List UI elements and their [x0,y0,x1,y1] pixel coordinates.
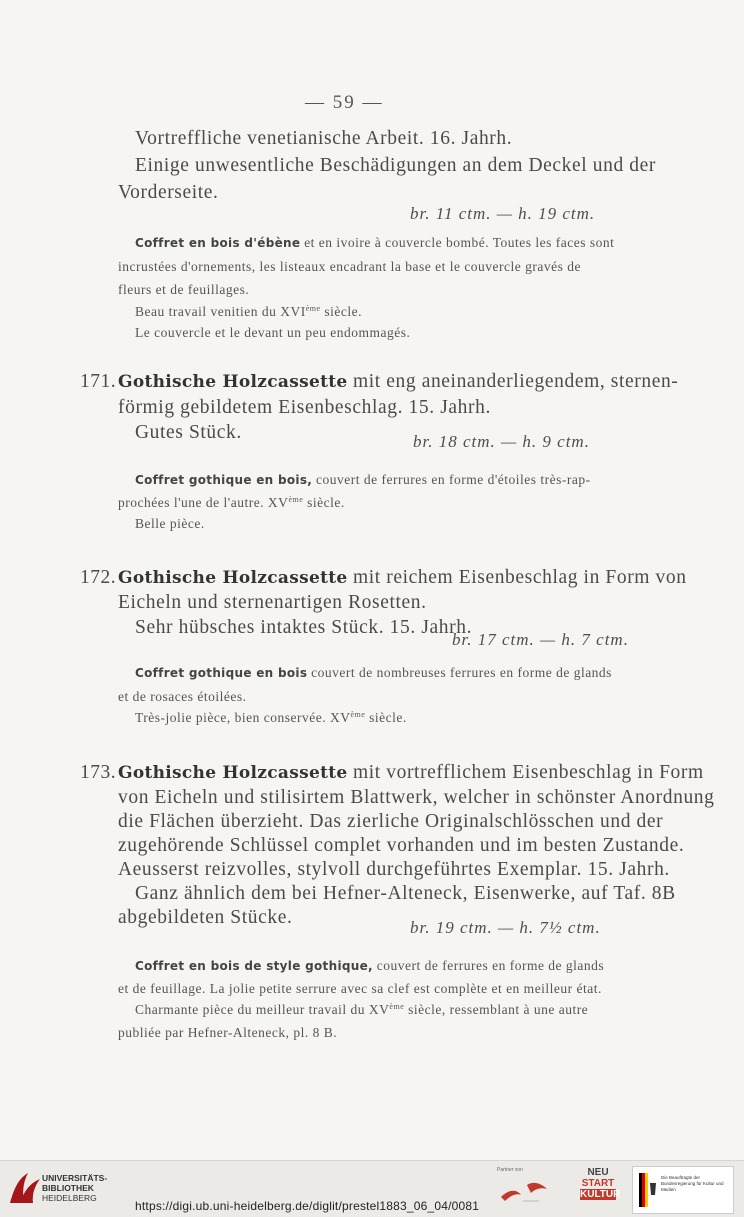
entry173-line7: abgebildeten Stücke. [118,907,293,928]
entry171-french-text2b: siècle. [303,495,345,510]
entry171-french-line1 [135,472,591,488]
entry171-french-text1: couvert de ferrures en forme d'étoiles très-rap- [312,472,591,487]
entry171-number: 171. [80,371,117,392]
source-url-link[interactable]: https://digi.ub.uni-heidelberg.de/diglit/prestel1883_06_04/0081 [135,1199,480,1213]
page-number: — 59 — [305,92,384,113]
entry173-french-title: Coffret en bois de style gothique, [135,959,373,973]
partner-logo-icon [497,1175,557,1207]
entry172-number: 172. [80,567,117,588]
neustart-line3: KULTUR [580,1189,621,1200]
entry170-french-line1 [135,235,614,251]
entry172-french-line1 [135,665,612,681]
entry173-french-text1: couvert de ferrures en forme de glands [372,958,605,973]
entry173-french-line2: et de feuillage. La jolie petite serrure avec sa clef est complète et en meilleur état. [118,981,602,996]
partner-label: Partner von [497,1167,523,1173]
entry173-french-line1 [135,958,604,974]
entry171-french-title: Coffret gothique en bois, [135,473,313,487]
entry171-title: Gothische Holzcassette [118,372,348,392]
entry172-line2: Eicheln und sternenartigen Rosetten. [118,592,427,613]
entry173-dimensions: br. 19 ctm. — h. 7½ ctm. [410,918,601,937]
entry171-text1: mit eng aneinanderliegendem, sternen- [347,371,679,392]
entry170-french-text4a: Beau travail venitien du XVI [135,304,306,319]
entry170-french-title: Coffret en bois d'ébène [135,236,301,250]
neustart-line1: NEU [587,1167,609,1178]
entry172-french-title: Coffret gothique en bois [135,666,308,680]
neustart-line2: START [581,1178,615,1189]
entry173-french-line4: publiée par Hefner-Alteneck, pl. 8 B. [118,1025,338,1040]
entry171-french-sup: ème [288,495,304,504]
entry170-french-line3: fleurs et de feuillages. [118,282,250,297]
entry173-french-text3b: siècle, ressemblant à une autre [404,1002,589,1017]
entry173-line1 [118,762,704,784]
entry170-french-text4b: siècle. [320,304,363,319]
entry172-line3: Sehr hübsches intaktes Stück. 15. Jahrh. [135,617,473,638]
entry173-french-sup: ème [389,1002,405,1011]
bkm-text: Die Beauftragte der Bundesregierung für Kultur und Medien [661,1175,724,1192]
entry170-dimensions: br. 11 ctm. — h. 19 ctm. [410,204,596,223]
entry171-french-text2a: prochées l'une de l'autre. XV [118,495,289,510]
entry172-french-text3a: Très-jolie pièce, bien conservée. XV [135,710,351,725]
entry171-line1 [118,371,678,393]
neustart-kultur-logo [580,1167,621,1213]
entry170-french-sup: ème [305,304,321,313]
entry171-french-line2 [118,495,345,511]
entry173-number: 173. [80,762,117,783]
entry171-line2: förmig gebildetem Eisenbeschlag. 15. Jahrh. [118,397,491,418]
entry172-text1: mit reichem Eisenbeschlag in Form von [347,567,687,588]
entry170-french-text1: et en ivoire à couvercle bombé. Toutes les faces sont [300,235,615,250]
ub-line1: UNIVERSITÄTS- [42,1173,108,1183]
university-library-logo-icon[interactable] [6,1169,44,1207]
entry173-line5: Aeusserst reizvolles, stylvoll durchgeführtes Exemplar. 15. Jahrh. [118,859,670,880]
entry171-dimensions: br. 18 ctm. — h. 9 ctm. [413,432,590,451]
entry172-french-line2: et de rosaces étoilées. [118,689,247,704]
entry172-french-text1: couvert de nombreuses ferrures en forme de glands [307,665,612,680]
entry173-line3: die Flächen überzieht. Das zierliche Originalschlösschen und der [118,811,664,832]
entry170-line3: Vorderseite. [118,182,219,203]
entry170-french-line5: Le couvercle et le devant un peu endommagés. [135,325,411,340]
entry172-dimensions: br. 17 ctm. — h. 7 ctm. [452,630,629,649]
entry172-title: Gothische Holzcassette [118,568,348,588]
entry173-french-line3 [135,1002,588,1018]
entry172-line1 [118,567,687,589]
entry173-line4: zugehörende Schlüssel complet vorhanden und im besten Zustande. [118,835,685,856]
entry172-french-text3b: siècle. [365,710,407,725]
entry173-title: Gothische Holzcassette [118,763,348,783]
entry173-french-text3a: Charmante pièce du meilleur travail du XV [135,1002,390,1017]
university-library-name [42,1173,107,1203]
entry170-french-line4 [135,304,362,320]
ub-line2: BIBLIOTHEK [42,1183,94,1193]
entry171-french-line3: Belle pièce. [135,516,205,531]
entry173-line2: von Eicheln und stilisirtem Blattwerk, welcher in schönster Anordnung [118,787,715,808]
entry170-french-line2: incrustées d'ornements, les listeaux encadrant la base et le couvercle gravés de [118,259,582,274]
ub-line3: HEIDELBERG [42,1193,97,1203]
entry172-french-line3 [135,710,407,726]
entry173-text1: mit vortrefflichem Eisenbeschlag in Form [347,762,704,783]
entry171-line3: Gutes Stück. [135,422,242,443]
entry170-line2: Einige unwesentliche Beschädigungen an dem Deckel und der [135,155,656,176]
entry173-line6: Ganz ähnlich dem bei Hefner-Alteneck, Eisenwerke, auf Taf. 8B [135,883,676,904]
federal-eagle-icon [639,1173,657,1207]
bkm-logo [632,1166,734,1214]
entry172-french-sup: ème [350,710,366,719]
entry170-line1: Vortreffliche venetianische Arbeit. 16. Jahrh. [135,128,513,149]
